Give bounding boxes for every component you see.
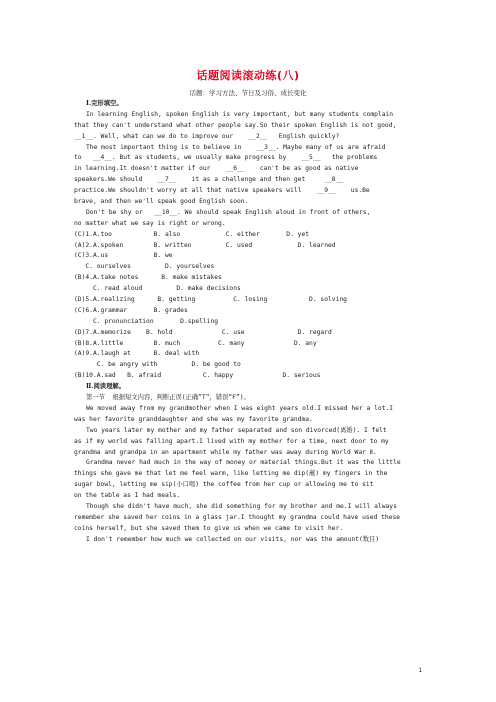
text-line: Ⅰ.完形填空。 xyxy=(86,100,123,107)
text-line: (A)2.A.spoken B. written C. used D. learned xyxy=(74,241,336,249)
text-line: (B)4.A.take notes B. make mistakes xyxy=(74,274,222,282)
text-line: was her favorite granddaughter and she was my favorite grandma. xyxy=(74,415,313,423)
text-line: (D)7.A.memorize B. hold C. use D. regard xyxy=(74,328,332,336)
text-line: (C)1.A.too B. also C. either D. yet xyxy=(74,230,310,238)
text-line: grandma and grandpa in an apartment while my father was away during World War Ⅱ. xyxy=(74,448,377,456)
text-line: C. read aloud D. make decisions xyxy=(74,285,241,293)
text-line: coins herself, but she saved them to give us when we came to visit her. xyxy=(74,524,344,532)
text-line: (A)9.A.laugh at B. deal with xyxy=(74,350,200,358)
text-line: Don't be shy or __10__. We should speak English aloud in front of others, xyxy=(86,208,371,216)
text-line: sugar bowl, letting me sip(小口喝) the coffee from her cup or allowing me to sit xyxy=(74,481,374,489)
text-line: as if my world was falling apart.I lived with my mother for a time, next door to my xyxy=(74,437,389,445)
text-line: on the table as I had meals. xyxy=(74,492,181,500)
document-body xyxy=(74,99,422,546)
text-line: in learning.It doesn't matter if our __6__ can't be as good as native xyxy=(74,165,359,173)
text-line: that they can't understand what other people say.So their spoken English is not good, xyxy=(74,121,397,129)
text-line: no matter what we say is right or wrong. xyxy=(74,219,226,227)
text-line: We moved away from my grandmother when I was eight years old.I missed her a lot.I xyxy=(86,404,394,412)
text-line: The most important thing is to believe in __3__. Maybe many of us are afraid xyxy=(86,143,386,151)
text-line: practice.We shouldn't worry at all that native speakers will __9__ us.Be xyxy=(74,187,370,195)
text-line: remember she saved her coins in a glass jar.I thought my grandma could have used these xyxy=(74,513,401,521)
text-line: (B)10.A.sad B. afraid C. happy D. serious xyxy=(74,372,321,380)
text-line: brave, and then we'll speak good English soon. xyxy=(74,198,249,206)
text-line: (C)6.A.grammar B. grades xyxy=(74,306,188,314)
page-title: 话题阅读滚动练(八) xyxy=(196,69,300,82)
text-line: C. be angry with D. be good to xyxy=(74,361,241,369)
text-line: I don't remember how much we collected on our visits, nor was the amount(数目) xyxy=(86,535,380,543)
text-line: In learning English, spoken English is very important, but many students complain xyxy=(86,110,394,118)
text-line: things she gave me that let me feel warm, like letting me dip(蘸) my fingers in the xyxy=(74,470,388,478)
text-line: (B)8.A.little B. much C. many D. any xyxy=(74,339,317,347)
page-subtitle: 话题：学习方法、节日及习俗、成长变化 xyxy=(189,89,307,97)
text-line: __1__. Well, what can we do to improve our __2__ English quickly? xyxy=(74,132,340,140)
text-line: speakers.We should __7__ it as a challenge and then get __8__ xyxy=(74,176,344,184)
text-line: (C)3.A.us B. we xyxy=(74,252,173,260)
text-line: Though she didn't have much, she did something for my brother and me.I will always xyxy=(86,502,397,510)
text-line: 第一节 根据短文内容，判断正误(正确“T”，错误“F”)。 xyxy=(86,394,250,402)
text-line: Two years later my mother and my father separated and son divorced(离婚). I felt xyxy=(86,426,387,434)
page-number: 1 xyxy=(418,668,422,674)
text-line: Ⅱ.阅读理解。 xyxy=(86,383,125,391)
text-line: Grandma never had much in the way of money or material things.But it was the little xyxy=(86,459,401,467)
text-line: C. ourselves D. yourselves xyxy=(74,263,215,271)
text-line: (D)5.A.realizing B. getting C. losing D. solving xyxy=(74,296,347,304)
text-line: to __4__. But as students, we usually make progress by __5__ the problems xyxy=(74,154,378,162)
text-line: C. pronunciation D.spelling xyxy=(74,317,219,325)
